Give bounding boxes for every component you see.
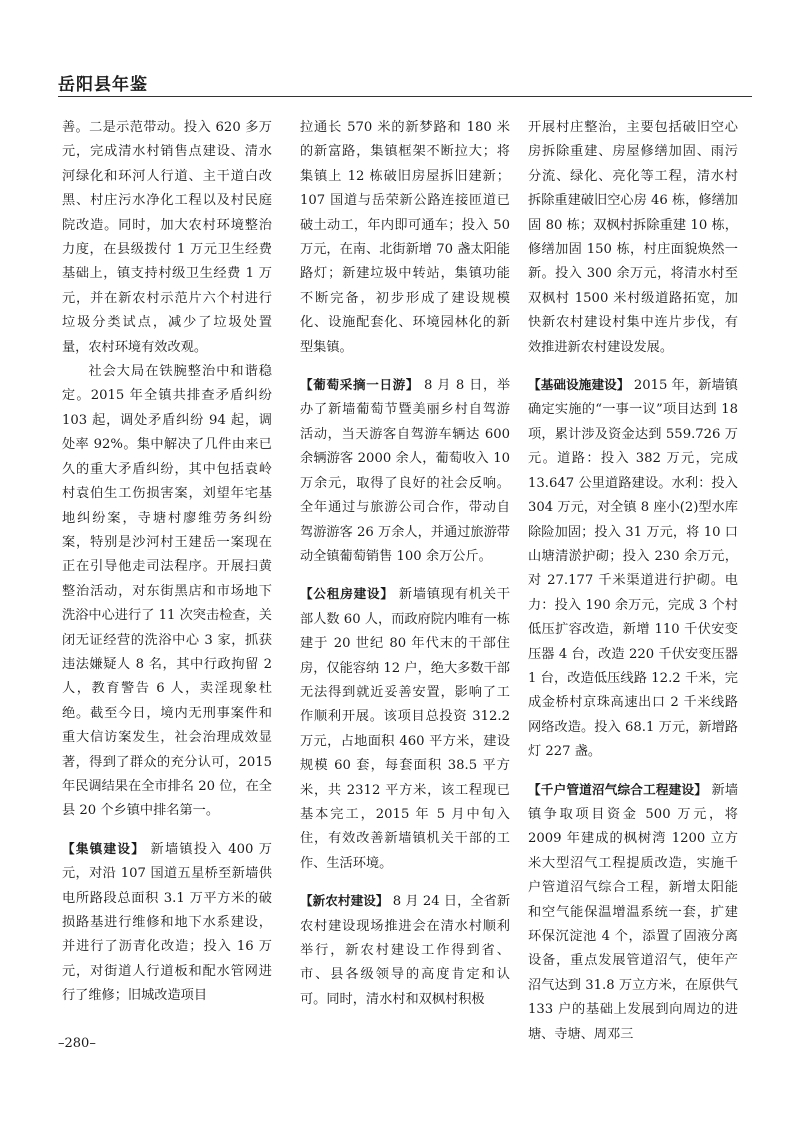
section-town-construction: [62, 837, 272, 1009]
paragraph-social-stability: 社会大局在铁腕整治中和谐稳定。2015 年全镇共排查矛盾纠纷 103 起，调处矛盾纠纷 94 起，调处率 92%。集中解决了几件由来已久的重大矛盾纠纷，其中包括袁岭村袁伯生工伤损害案，刘望年宅基地纠纷案，寺塘村廖维劳务纠纷案，特别是沙河村王建岳一案现在正在引导他走司法程序。开展扫黄整治活动，对东街黑店和市场地下洗浴中心进行了 11 次突击检查，关闭无证经营的洗浴中心 3 家，抓获违法嫌疑人 8 名，其中行政拘留 2 人，教育警告 6 人，卖淫现象杜绝。截至今日，境内无刑事案件和重大信访案发生，社会治理成效显著，得到了群众的充分认可，2015 年民调结果在全市排名 20 位，在全县 20 个乡镇中排名第一。: [62, 364, 272, 819]
section-body-grape-tour: 8 月 8 日，举办了新墙葡萄节暨美丽乡村自驾游活动，当天游客自驾游车辆达 600 余辆游客 2000 余人，葡萄收入 10 万余元，取得了良好的社会反响。全年通过与旅游公司合作，带动自驾游游客 26 万余人，并通过旅游带动全镇葡萄销售 100 余万公斤。: [300, 378, 511, 564]
paragraph-new-countryside-continued: 开展村庄整治，主要包括破旧空心房拆除重建、房屋修缮加固、雨污分流、绿化、亮化等工程，清水村拆除重建破旧空心房 46 栋，修缮加固 80 栋；双枫村拆除重建 10 栋，修缮加固 150 栋，村庄面貌焕然一新。投入 300 余万元，将清水村至双枫村 1500 米村级道路拓宽，加快新农村建设村集中连片步伐，有效推进新农村建设发展。: [528, 120, 738, 355]
text-column-2: [300, 116, 510, 1031]
section-grape-tour: [300, 373, 510, 569]
section-body-biogas-project: 新墙镇争取项目资金 500 万元，将 2009 年建成的枫树湾 1200 立方米大型沼气工程提质改造，实施千户管道沼气综合工程，新增太阳能和空气能保温增温系统一套，扩建环保沉淀池 4 个，添置了固液分离设备，重点发展管道沼气，使年产沼气达到 31.8 万立方米，在原供气 133 户的基础上发展到向周边的进塘、寺塘、周邓三: [528, 782, 739, 1042]
header-divider: [58, 96, 752, 97]
section-biogas-project: [528, 778, 738, 1047]
section-public-housing: [300, 582, 510, 876]
section-body-public-housing: 新墙镇现有机关干部人数 60 人，而政府院内唯有一栋建于 20 世纪 80 年代末的干部住房，仅能容纳 12 户，绝大多数干部无法得到就近妥善安置，影响了工作顺利开展。该项目总投资 312.2 万元，占地面积 460 平方米，建设规模 60 套，每套面积 38.5 平方米，共 2312 平方米，该工程现已基本完工，2015 年 5 月中旬入住，有效改善新墙镇机关干部的工作、生活环境。: [300, 587, 511, 871]
text-column-1: [62, 116, 272, 1031]
section-body-new-countryside: 8 月 24 日，全省新农村建设现场推进会在清水村顺利举行，新农村建设工作得到省、市、县各级领导的高度肯定和认可。同时，清水村和双枫村积极: [300, 894, 511, 1007]
page-number: –280–: [58, 1036, 96, 1051]
paragraph-town-construction-continued: 拉通长 570 米的新梦路和 180 米的新富路，集镇框架不断拉大；将集镇上 12 栋破旧房屋拆旧建新；107 国道与岳荣新公路连接匝道已破土动工，年内即可通车；投入 50 万元，在南、北街新增 70 盏太阳能路灯；新建垃圾中转站，集镇功能不断完备，初步形成了建设规模化、设施配套化、环境园林化的新型集镇。: [300, 120, 510, 355]
running-header-title: 岳阳县年鉴: [58, 75, 148, 95]
section-heading-grape-tour: 【葡萄采摘一日游】: [300, 377, 420, 393]
section-body-town-construction: 新墙镇投入 400 万元，对沿 107 国道五星桥至新墙供电所路段总面积 3.1 万平方米的破损路基进行维修和地下水系建设，并进行了沥青化改造；投入 16 万元，对街道人行道板和配水管网进行了维修；旧城改造项目: [62, 841, 272, 1004]
paragraph-environment-continued: 善。二是示范带动。投入 620 多万元，完成清水村销售点建设、清水河绿化和环河人行道、主干道白改黑、村庄污水净化工程以及村民庭院改造。同时，加大农村环境整治力度，在县级拨付 1 万元卫生经费基础上，镇支持村级卫生经费 1 万元，并在新农村示范片六个村进行垃圾分类试点，减少了垃圾处置量，农村环境有效改观。: [62, 120, 272, 355]
section-heading-new-countryside: 【新农村建设】: [300, 893, 389, 909]
section-heading-infrastructure: 【基础设施建设】: [528, 377, 630, 393]
section-heading-biogas-project: 【千户管道沼气综合工程建设】: [528, 781, 708, 797]
section-heading-public-housing: 【公租房建设】: [300, 586, 394, 602]
section-infrastructure: [528, 373, 738, 765]
section-body-infrastructure: 2015 年，新墙镇确定实施的“一事一议”项目达到 18 项，累计涉及资金达到 559.726 万元。道路：投入 382 万元，完成 13.647 公里道路建设。水利：投入 304 万元，对全镇 8 座小(2)型水库除险加固；投入 31 万元，将 10 口山塘清淤护砌；投入 230 余万元，对 27.177 千米渠道进行护砌。电力：投入 190 余万元，完成 3 个村低压扩容改造，新增 110 千伏安变压器 4 台，改造 220 千伏安变压器 1 台，改造低压线路 12.2 千米，完成金桥村京珠高速出口 2 千米线路网络改造。投入 68.1 万元，新增路灯 227 盏。: [528, 378, 738, 760]
section-heading-town-construction: 【集镇建设】: [62, 840, 146, 856]
section-new-countryside: [300, 889, 510, 1012]
text-column-3: [528, 116, 739, 1042]
